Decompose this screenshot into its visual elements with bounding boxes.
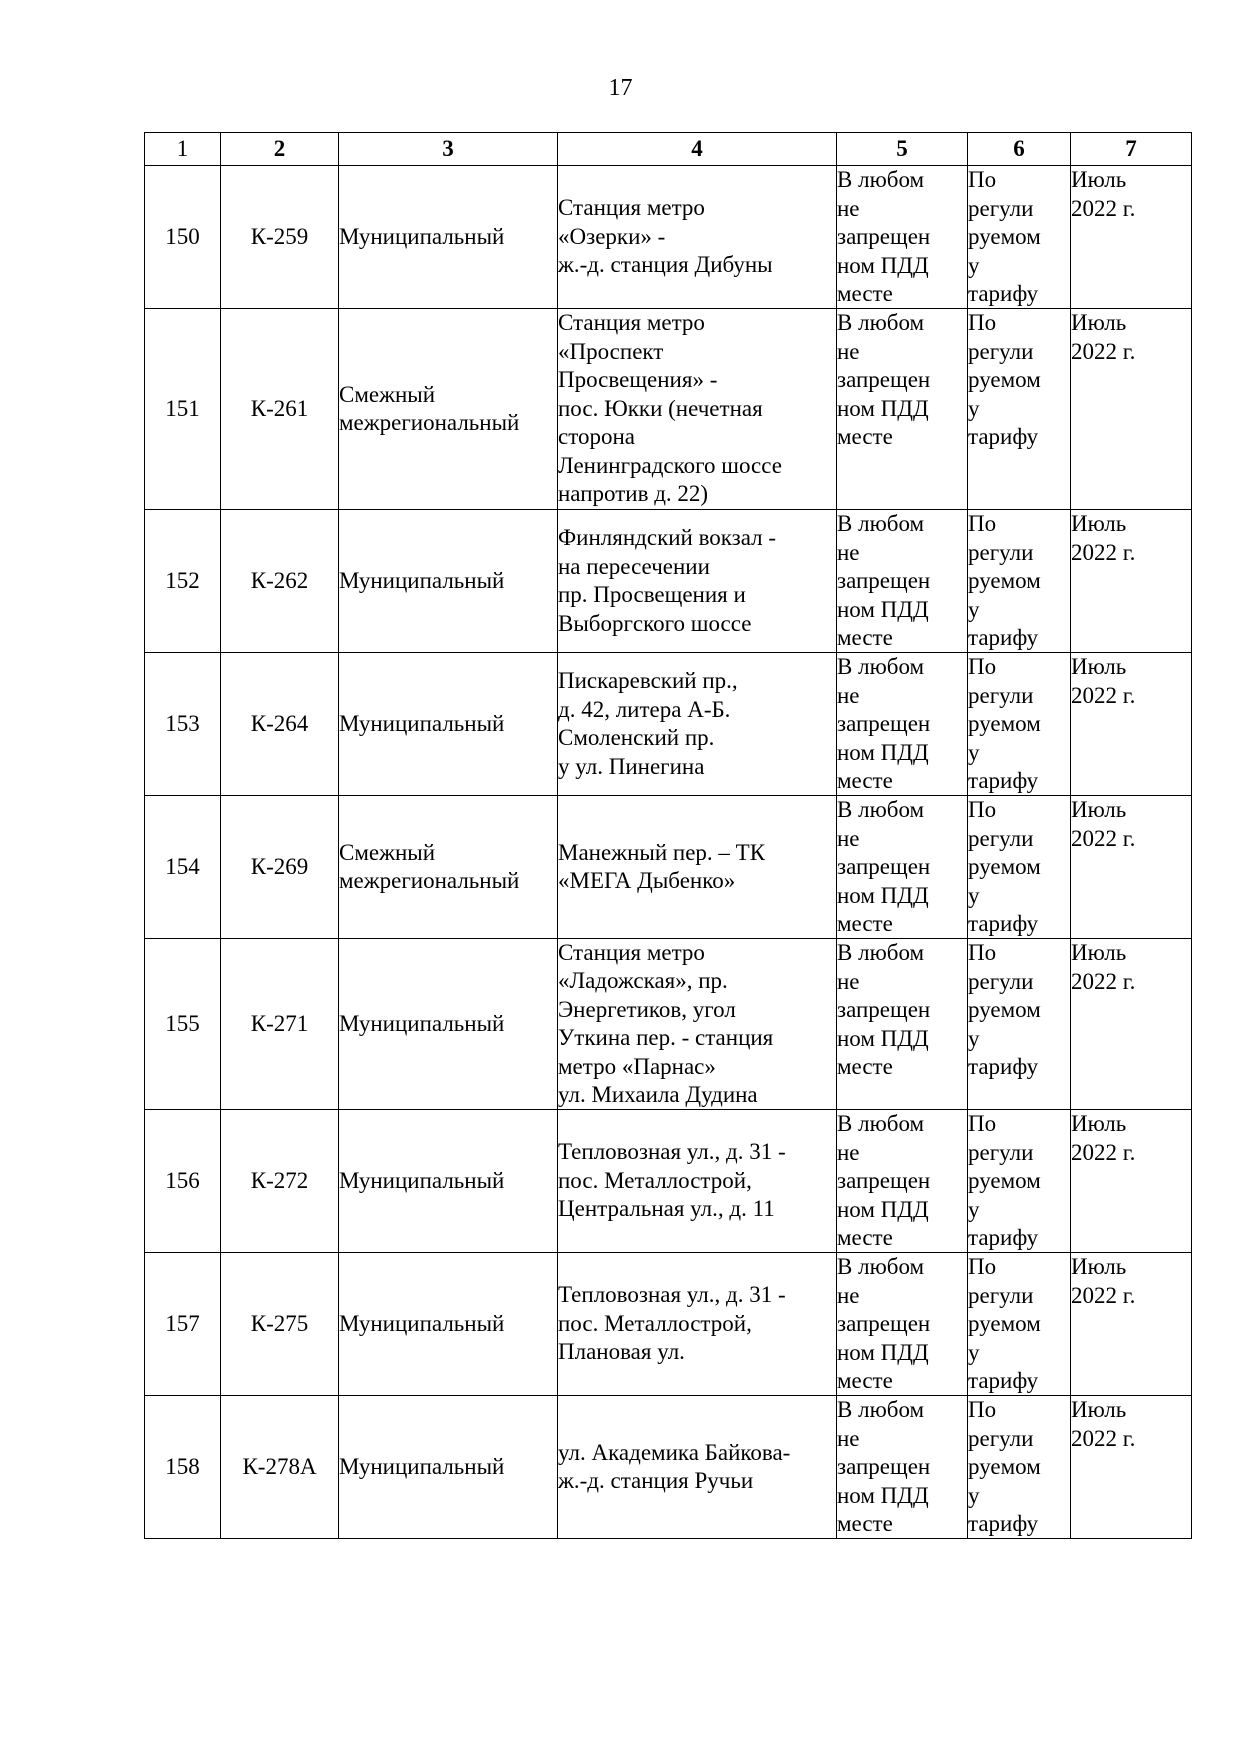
tariff: По регули руемом у тарифу xyxy=(968,1111,1041,1250)
route-type-cell xyxy=(339,1253,558,1396)
route-type-cell xyxy=(339,166,558,309)
stop-condition: В любом не запрещен ном ПДД месте xyxy=(837,167,931,306)
route-type: Смежный межрегиональный xyxy=(339,381,520,435)
stop-condition-cell xyxy=(837,166,968,309)
start-date: Июль 2022 г. xyxy=(1071,1254,1136,1308)
table-row xyxy=(145,1110,1192,1253)
start-date-cell xyxy=(1071,510,1192,653)
route-number: К-261 xyxy=(250,395,309,421)
header-col-3: 3 xyxy=(339,133,558,166)
route-type-cell xyxy=(339,653,558,796)
start-date-cell xyxy=(1071,166,1192,309)
route-number-cell xyxy=(221,796,339,939)
route-number-cell xyxy=(221,510,339,653)
table-row xyxy=(145,510,1192,653)
route-number: К-275 xyxy=(250,1310,309,1336)
tariff-cell xyxy=(968,653,1071,796)
start-date: Июль 2022 г. xyxy=(1071,797,1136,851)
tariff: По регули руемом у тарифу xyxy=(968,797,1041,936)
row-number-cell xyxy=(145,1253,221,1396)
stop-condition: В любом не запрещен ном ПДД месте xyxy=(837,940,931,1079)
route-type: Муниципальный xyxy=(339,1453,505,1479)
tariff: По регули руемом у тарифу xyxy=(968,310,1041,449)
tariff: По регули руемом у тарифу xyxy=(968,1397,1041,1536)
row-number-cell xyxy=(145,166,221,309)
row-number-cell xyxy=(145,1396,221,1539)
route-path-cell xyxy=(558,653,837,796)
start-date: Июль 2022 г. xyxy=(1071,1397,1136,1451)
route-number-cell xyxy=(221,309,339,510)
route-number: К-278А xyxy=(242,1453,317,1479)
table-row xyxy=(145,939,1192,1110)
route-type: Муниципальный xyxy=(339,710,505,736)
row-number-cell xyxy=(145,653,221,796)
stop-condition: В любом не запрещен ном ПДД месте xyxy=(837,1397,931,1536)
route-path-cell xyxy=(558,510,837,653)
row-number: 158 xyxy=(165,1453,200,1479)
row-number: 152 xyxy=(165,567,200,593)
route-path: Пискаревский пр., д. 42, литера А-Б. Смоленский пр. у ул. Пинегина xyxy=(558,668,738,779)
stop-condition-cell xyxy=(837,939,968,1110)
tariff-cell xyxy=(968,1110,1071,1253)
header-col-4: 4 xyxy=(558,133,837,166)
stop-condition-cell xyxy=(837,1110,968,1253)
row-number: 157 xyxy=(165,1310,200,1336)
route-type-cell xyxy=(339,796,558,939)
table-row xyxy=(145,1396,1192,1539)
tariff: По регули руемом у тарифу xyxy=(968,511,1041,650)
route-number: К-269 xyxy=(250,853,309,879)
row-number: 150 xyxy=(165,223,200,249)
row-number-cell xyxy=(145,939,221,1110)
route-type: Муниципальный xyxy=(339,1167,505,1193)
start-date-cell xyxy=(1071,1253,1192,1396)
route-type-cell xyxy=(339,1110,558,1253)
route-path: Тепловозная ул., д. 31 - пос. Металлострой, Центральная ул., д. 11 xyxy=(558,1139,786,1222)
route-path: Тепловозная ул., д. 31 - пос. Металлострой, Плановая ул. xyxy=(558,1282,786,1365)
route-path-cell xyxy=(558,309,837,510)
stop-condition: В любом не запрещен ном ПДД месте xyxy=(837,797,931,936)
route-type: Муниципальный xyxy=(339,1010,505,1036)
route-type: Муниципальный xyxy=(339,223,505,249)
row-number: 156 xyxy=(165,1167,200,1193)
header-col-1: 1 xyxy=(145,133,221,166)
route-path: Манежный пер. – ТК «МЕГА Дыбенко» xyxy=(558,839,766,893)
tariff: По регули руемом у тарифу xyxy=(968,167,1041,306)
row-number: 155 xyxy=(165,1010,200,1036)
tariff-cell xyxy=(968,1396,1071,1539)
stop-condition: В любом не запрещен ном ПДД месте xyxy=(837,1111,931,1250)
route-path: Станция метро «Ладожская», пр. Энергетиков, угол Уткина пер. - станция метро «Парнас» ул. Михаила Дудина xyxy=(558,939,774,1107)
stop-condition: В любом не запрещен ном ПДД месте xyxy=(837,654,931,793)
route-path-cell xyxy=(558,796,837,939)
route-path-cell xyxy=(558,1253,837,1396)
stop-condition-cell xyxy=(837,1396,968,1539)
route-type-cell xyxy=(339,309,558,510)
route-path-cell xyxy=(558,166,837,309)
route-type: Муниципальный xyxy=(339,567,505,593)
tariff: По регули руемом у тарифу xyxy=(968,654,1041,793)
route-type: Смежный межрегиональный xyxy=(339,839,520,893)
page-number: 17 xyxy=(608,75,633,101)
table-row xyxy=(145,796,1192,939)
row-number: 151 xyxy=(165,395,200,421)
route-number-cell xyxy=(221,939,339,1110)
route-number: К-271 xyxy=(250,1010,309,1036)
tariff-cell xyxy=(968,166,1071,309)
start-date: Июль 2022 г. xyxy=(1071,940,1136,994)
stop-condition: В любом не запрещен ном ПДД месте xyxy=(837,511,931,650)
stop-condition-cell xyxy=(837,510,968,653)
route-path: Финляндский вокзал - на пересечении пр. Просвещения и Выборгского шоссе xyxy=(558,525,777,636)
row-number-cell xyxy=(145,1110,221,1253)
route-path-cell xyxy=(558,1110,837,1253)
route-path-cell xyxy=(558,939,837,1110)
start-date-cell xyxy=(1071,1110,1192,1253)
route-number: К-272 xyxy=(250,1167,309,1193)
routes-table xyxy=(144,132,1192,1539)
tariff: По регули руемом у тарифу xyxy=(968,940,1041,1079)
start-date: Июль 2022 г. xyxy=(1071,167,1136,221)
header-col-5: 5 xyxy=(837,133,968,166)
stop-condition: В любом не запрещен ном ПДД месте xyxy=(837,310,931,449)
route-path: ул. Академика Байкова- ж.-д. станция Ручьи xyxy=(558,1439,791,1493)
tariff: По регули руемом у тарифу xyxy=(968,1254,1041,1393)
route-number: К-259 xyxy=(250,223,309,249)
row-number-cell xyxy=(145,796,221,939)
route-type-cell xyxy=(339,510,558,653)
header-row xyxy=(145,133,1192,166)
route-number: К-264 xyxy=(250,710,309,736)
route-number-cell xyxy=(221,1396,339,1539)
start-date-cell xyxy=(1071,309,1192,510)
stop-condition-cell xyxy=(837,309,968,510)
header-col-6: 6 xyxy=(968,133,1071,166)
header-col-2: 2 xyxy=(221,133,339,166)
start-date: Июль 2022 г. xyxy=(1071,1111,1136,1165)
row-number: 153 xyxy=(165,710,200,736)
start-date-cell xyxy=(1071,653,1192,796)
row-number-cell xyxy=(145,309,221,510)
route-number: К-262 xyxy=(250,567,309,593)
route-path: Станция метро «Озерки» - ж.-д. станция Дибуны xyxy=(558,195,773,278)
row-number: 154 xyxy=(165,853,200,879)
stop-condition-cell xyxy=(837,653,968,796)
start-date: Июль 2022 г. xyxy=(1071,511,1136,565)
table-row xyxy=(145,309,1192,510)
row-number-cell xyxy=(145,510,221,653)
table-row xyxy=(145,166,1192,309)
stop-condition-cell xyxy=(837,1253,968,1396)
tariff-cell xyxy=(968,796,1071,939)
tariff-cell xyxy=(968,1253,1071,1396)
tariff-cell xyxy=(968,510,1071,653)
tariff-cell xyxy=(968,939,1071,1110)
stop-condition-cell xyxy=(837,796,968,939)
route-path: Станция метро «Проспект Просвещения» - пос. Юкки (нечетная сторона Ленинградского шоссе напротив д. 22) xyxy=(558,310,782,507)
table-row xyxy=(145,653,1192,796)
route-type-cell xyxy=(339,1396,558,1539)
stop-condition: В любом не запрещен ном ПДД месте xyxy=(837,1254,931,1393)
start-date-cell xyxy=(1071,796,1192,939)
route-number-cell xyxy=(221,166,339,309)
header-col-7: 7 xyxy=(1071,133,1192,166)
route-type: Муниципальный xyxy=(339,1310,505,1336)
tariff-cell xyxy=(968,309,1071,510)
route-type-cell xyxy=(339,939,558,1110)
start-date: Июль 2022 г. xyxy=(1071,310,1136,364)
route-number-cell xyxy=(221,1253,339,1396)
start-date: Июль 2022 г. xyxy=(1071,654,1136,708)
route-number-cell xyxy=(221,653,339,796)
start-date-cell xyxy=(1071,939,1192,1110)
route-path-cell xyxy=(558,1396,837,1539)
route-number-cell xyxy=(221,1110,339,1253)
table-row xyxy=(145,1253,1192,1396)
start-date-cell xyxy=(1071,1396,1192,1539)
